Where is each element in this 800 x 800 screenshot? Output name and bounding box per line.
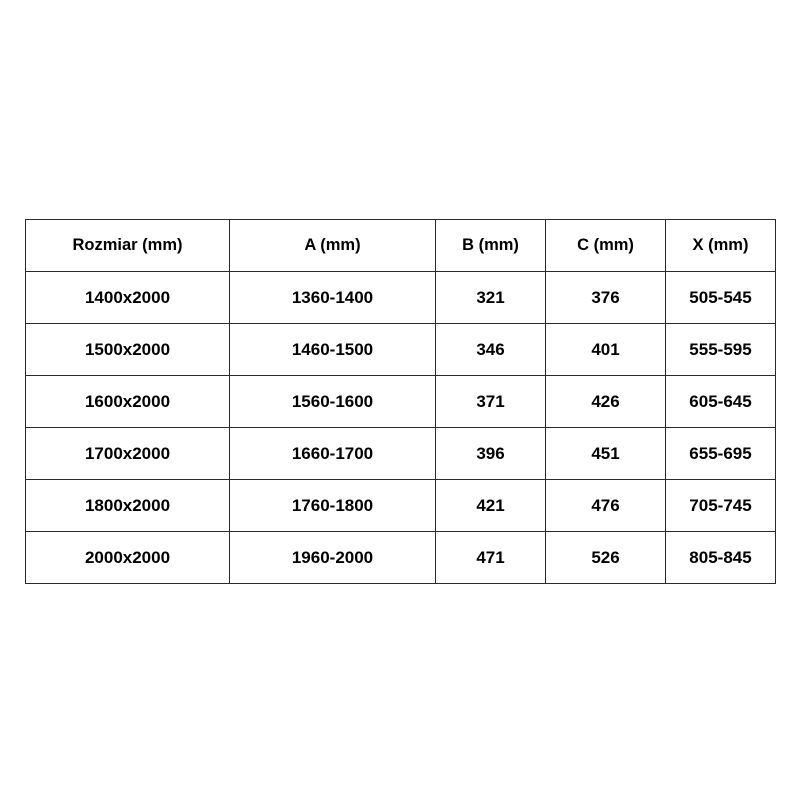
- table-cell: 805-845: [666, 532, 776, 584]
- table-header-row: [26, 220, 776, 272]
- table-cell: 1660-1700: [230, 428, 436, 480]
- table-cell: 505-545: [666, 272, 776, 324]
- table-cell: 2000x2000: [26, 532, 230, 584]
- table-cell: 1760-1800: [230, 480, 436, 532]
- table-cell: 471: [436, 532, 546, 584]
- table-cell: 526: [546, 532, 666, 584]
- table-row: [26, 480, 776, 532]
- table-cell: 1500x2000: [26, 324, 230, 376]
- column-header: B (mm): [436, 220, 546, 272]
- table-cell: 1400x2000: [26, 272, 230, 324]
- table-cell: 401: [546, 324, 666, 376]
- column-header: A (mm): [230, 220, 436, 272]
- table-cell: 396: [436, 428, 546, 480]
- table-row: [26, 376, 776, 428]
- table-cell: 1800x2000: [26, 480, 230, 532]
- table-cell: 1700x2000: [26, 428, 230, 480]
- table-row: [26, 532, 776, 584]
- table-row: [26, 428, 776, 480]
- spec-table-container: [25, 219, 775, 584]
- table-row: [26, 324, 776, 376]
- table-cell: 705-745: [666, 480, 776, 532]
- table-cell: 1560-1600: [230, 376, 436, 428]
- table-cell: 426: [546, 376, 666, 428]
- table-cell: 346: [436, 324, 546, 376]
- column-header: Rozmiar (mm): [26, 220, 230, 272]
- table-cell: 321: [436, 272, 546, 324]
- table-cell: 376: [546, 272, 666, 324]
- table-cell: 476: [546, 480, 666, 532]
- table-cell: 1360-1400: [230, 272, 436, 324]
- table-cell: 605-645: [666, 376, 776, 428]
- table-cell: 555-595: [666, 324, 776, 376]
- table-cell: 655-695: [666, 428, 776, 480]
- table-cell: 1460-1500: [230, 324, 436, 376]
- table-cell: 1960-2000: [230, 532, 436, 584]
- table-row: [26, 272, 776, 324]
- table-cell: 451: [546, 428, 666, 480]
- column-header: X (mm): [666, 220, 776, 272]
- table-cell: 421: [436, 480, 546, 532]
- column-header: C (mm): [546, 220, 666, 272]
- dimensions-table: [25, 219, 776, 584]
- table-cell: 1600x2000: [26, 376, 230, 428]
- table-cell: 371: [436, 376, 546, 428]
